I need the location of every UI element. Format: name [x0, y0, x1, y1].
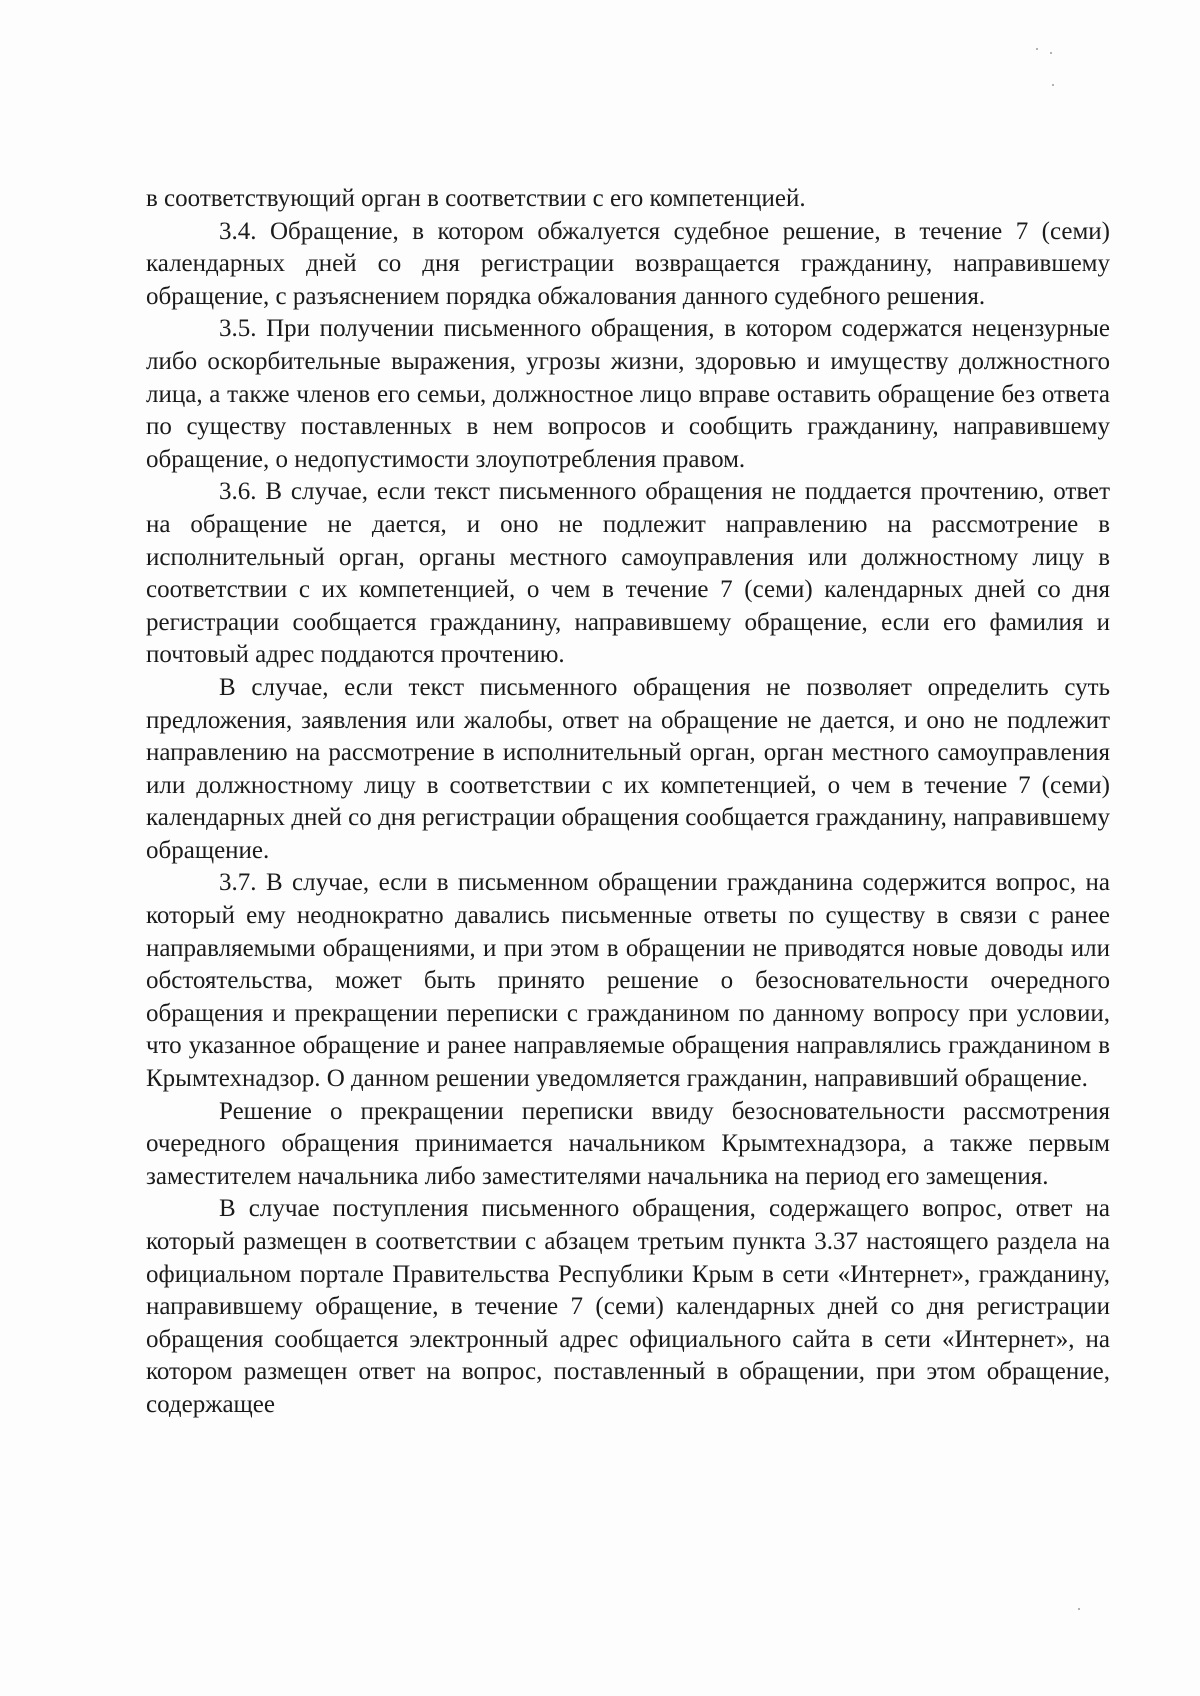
scan-speck	[1050, 52, 1052, 54]
paragraph-3-7-internet: В случае поступления письменного обращения, содержащего вопрос, ответ на который размещен в соответствии с абзацем третьим пункта 3.37 настоящего раздела на официальном портале Правительства Республики Крым в сети «Интернет», гражданину, направившему обращение, в течение 7 (семи) календарных дней со дня регистрации обращения сообщается электронный адрес официального сайта в сети «Интернет», на котором размещен ответ на вопрос, поставленный в обращении, при этом обращение, содержащее	[146, 1195, 1110, 1418]
document-body	[146, 183, 1110, 1422]
paragraph-3-4: 3.4. Обращение, в котором обжалуется судебное решение, в течение 7 (семи) календарных дней со дня регистрации возвращается гражданину, направившему обращение, с разъяснением порядка обжалования данного судебного решения.	[146, 217, 1110, 310]
paragraph-3-6-second: В случае, если текст письменного обращения не позволяет определить суть предложения, заявления или жалобы, ответ на обращение не дается, и оно не подлежит направлению на рассмотрение в исполнительный орган, орган местного самоуправления или должностному лицу в соответствии с их компетенцией, о чем в течение 7 (семи) календарных дней со дня регистрации обращения сообщается гражданину, направившему обращение.	[146, 673, 1110, 864]
paragraph-3-6: 3.6. В случае, если текст письменного обращения не поддается прочтению, ответ на обращение не дается, и оно не подлежит направлению на рассмотрение в исполнительный орган, органы местного самоуправления или должностному лицу в соответствии с их компетенцией, о чем в течение 7 (семи) календарных дней со дня регистрации сообщается гражданину, направившему обращение, если его фамилия и почтовый адрес поддаются прочтению.	[146, 478, 1110, 669]
scan-speck	[1078, 1608, 1080, 1610]
paragraph-3-7: 3.7. В случае, если в письменном обращении гражданина содержится вопрос, на который ему неоднократно давались письменные ответы по существу в связи с ранее направляемыми обращениями, и при этом в обращении не приводятся новые доводы или обстоятельства, может быть принято решение о безосновательности очередного обращения и прекращении переписки с гражданином по данному вопросу при условии, что указанное обращение и ранее направляемые обращения направлялись гражданином в Крымтехнадзор. О данном решении уведомляется гражданин, направивший обращение.	[146, 869, 1110, 1093]
scan-speck	[1036, 48, 1038, 50]
paragraph-3-7-decision: Решение о прекращении переписки ввиду безосновательности рассмотрения очередного обращения принимается начальником Крымтехнадзора, а также первым заместителем начальника либо заместителями начальника на период его замещения.	[146, 1097, 1110, 1190]
paragraph-continuation: в соответствующий орган в соответствии с его компетенцией.	[146, 185, 806, 212]
scan-speck	[1052, 84, 1054, 86]
paragraph-3-5: 3.5. При получении письменного обращения, в котором содержатся нецензурные либо оскорбительные выражения, угрозы жизни, здоровью и имуществу должностного лица, а также членов его семьи, должностное лицо вправе оставить обращение без ответа по существу поставленных в нем вопросов и сообщить гражданину, направившему обращение, о недопустимости злоупотребления правом.	[146, 315, 1110, 473]
